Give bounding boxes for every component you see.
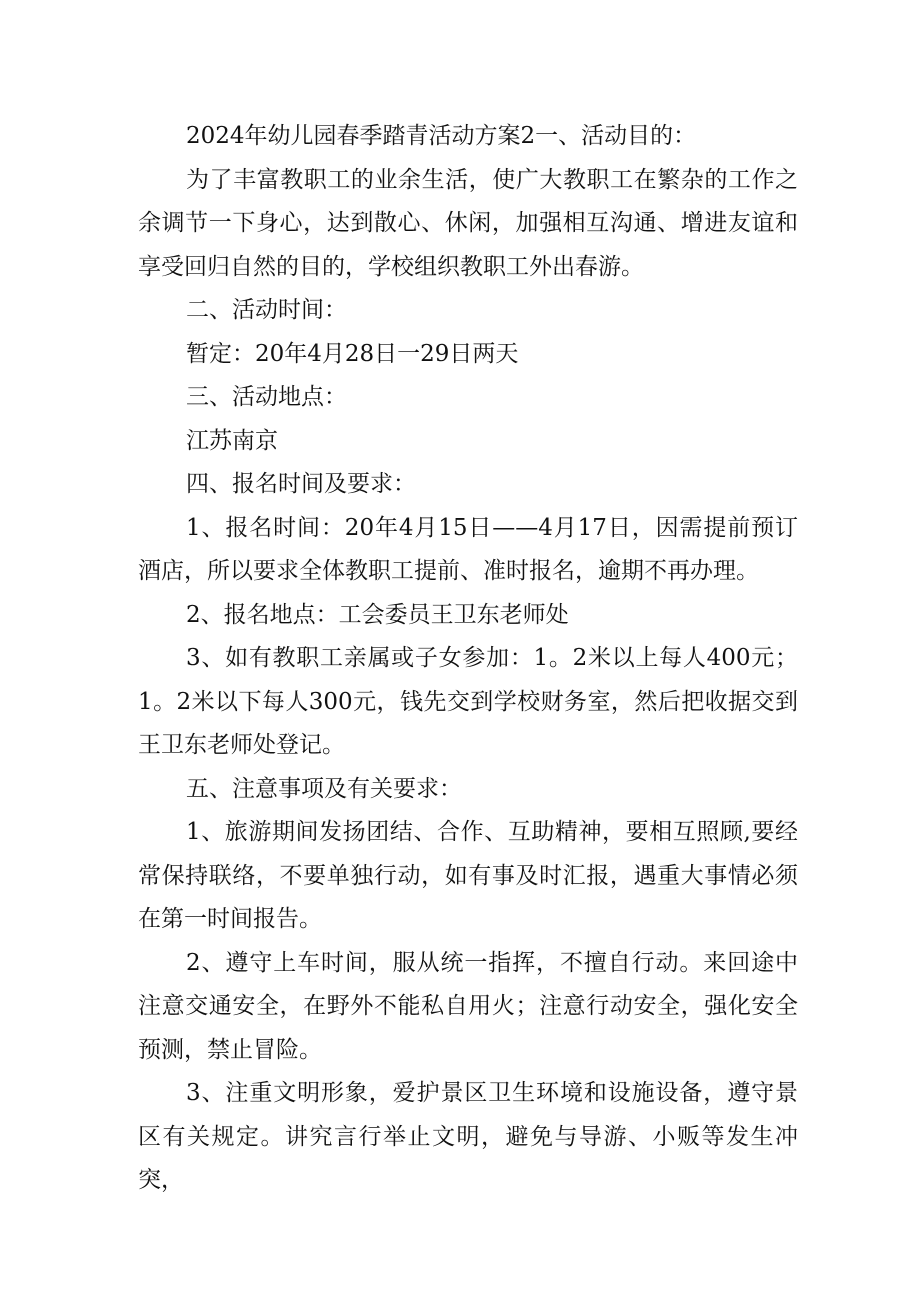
paragraph-note-3: 3、注重文明形象，爱护景区卫生环境和设施设备，遵守景区有关规定。讲究言行举止文明，避免与导游、小贩等发生冲突，: [138, 1080, 798, 1193]
heading-registration: 四、报名时间及要求：: [186, 471, 416, 497]
paragraph-purpose-text: 为了丰富教职工的业余生活，使广大教职工在繁杂的工作之余调节一下身心，达到散心、休闲，加强相互沟通、增进友谊和享受回归自然的目的，学校组织教职工外出春游。: [138, 166, 798, 280]
paragraph-activity-time: 暂定：20年4月28日一29日两天: [186, 340, 519, 367]
heading-notes: 五、注意事项及有关要求：: [186, 775, 462, 802]
paragraph-note-1: 1、旅游期间发扬团结、合作、互助精神，要相互照顾,要经常保持联络，不要单独行动，如有事及时汇报，遇重大事情必须在第一时间报告。: [138, 819, 798, 932]
paragraph-activity-location: 江苏南京: [186, 427, 278, 454]
paragraph-registration-location: 2、报名地点：工会委员王卫东老师处: [186, 601, 569, 628]
document-body: [138, 115, 798, 1203]
title-paragraph: 2024年幼儿园春季踏青活动方案2一、活动目的：: [186, 123, 697, 149]
heading-activity-location: 三、活动地点：: [186, 384, 347, 410]
paragraph-registration-time: 1、报名时间：20年4月15日——4月17日，因需提前预订酒店，所以要求全体教职工提前、准时报名，逾期不再办理。: [138, 514, 798, 584]
heading-activity-time: 二、活动时间：: [186, 297, 347, 323]
paragraph-registration-fees: 3、如有教职工亲属或子女参加：1。2米以上每人400元；1。2米以下每人300元，钱先交到学校财务室，然后把收据交到王卫东老师处登记。: [138, 645, 798, 758]
paragraph-note-2: 2、遵守上车时间，服从统一指挥，不擅自行动。来回途中注意交通安全，在野外不能私自用火；注意行动安全，强化安全预测，禁止冒险。: [138, 949, 798, 1063]
